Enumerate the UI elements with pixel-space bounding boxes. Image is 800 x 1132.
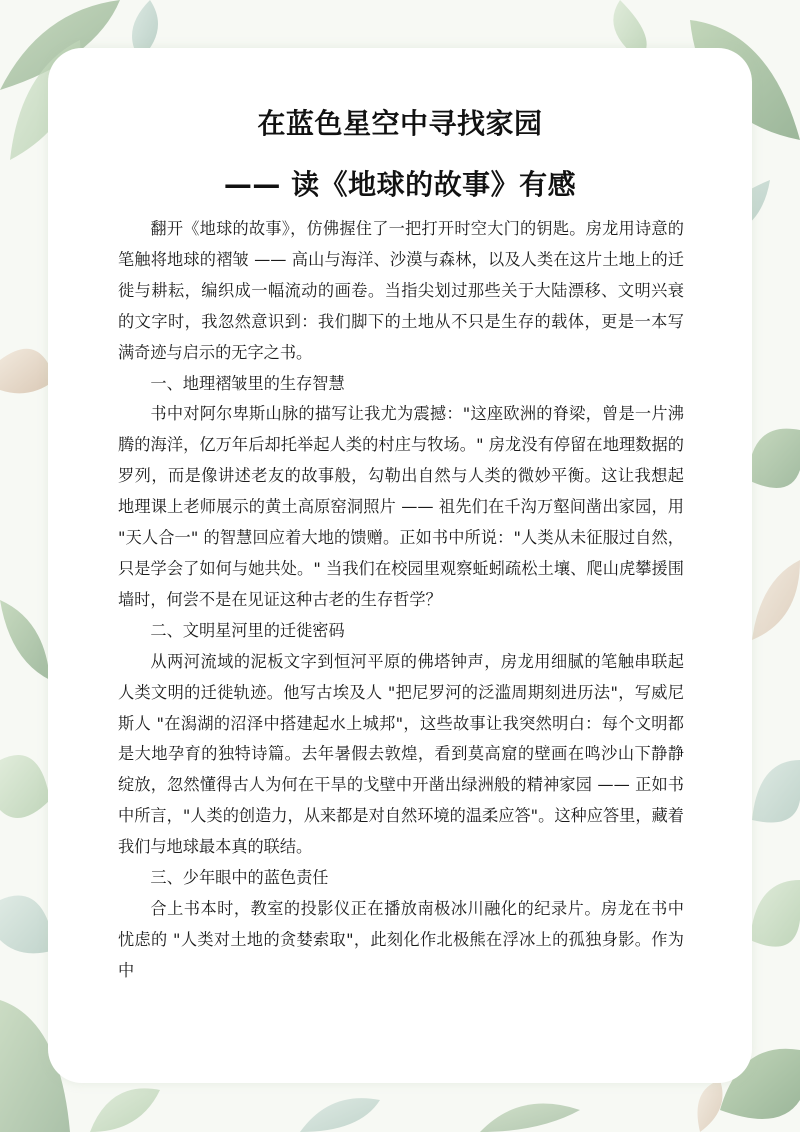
body-paragraph: 从两河流域的泥板文字到恒河平原的佛塔钟声，房龙用细腻的笔触串联起人类文明的迁徙轨迹。他写古埃及人 "把尼罗河的泛滥周期刻进历法"，写威尼斯人 "在潟湖的沼泽中搭建起水上城邦"，这些故事让我突然明白：每个文明都是大地孕育的独特诗篇。去年暑假去敦煌，看到莫高窟的壁画在鸣沙山下静静绽放，忽然懂得古人为何在干旱的戈壁中开凿出绿洲般的精神家园 —— 正如书中所言，"人类的创造力，从来都是对自然环境的温柔应答"。这种应答里，藏着我们与地球最本真的联结。 bbox=[118, 651, 684, 857]
body-paragraph: 书中对阿尔卑斯山脉的描写让我尤为震撼："这座欧洲的脊梁，曾是一片沸腾的海洋，亿万年后却托举起人类的村庄与牧场。" 房龙没有停留在地理数据的罗列，而是像讲述老友的故事般，勾勒出自然与人类的微妙平衡。这让我想起地理课上老师展示的黄土高原窑洞照片 —— 祖先们在千沟万壑间凿出家园，用 "天人合一" 的智慧回应着大地的馈赠。正如书中所说："人类从未征服过自然，只是学会了如何与她共处。" 当我们在校园里观察蚯蚓疏松土壤、爬山虎攀援围墙时，何尝不是在见证这种古老的生存哲学？ bbox=[118, 404, 684, 609]
body-paragraph: 合上书本时，教室的投影仪正在播放南极冰川融化的纪录片。房龙在书中忧虑的 "人类对土地的贪婪索取"，此刻化作北极熊在浮冰上的孤独身影。作为中 bbox=[118, 898, 684, 980]
article-title: 在蓝色星空中寻找家园 bbox=[257, 107, 543, 140]
section-heading: 二、文明星河里的迁徙密码 bbox=[150, 620, 345, 640]
section-heading: 一、地理褶皱里的生存智慧 bbox=[150, 373, 345, 393]
section-heading: 三、少年眼中的蓝色责任 bbox=[150, 868, 329, 888]
article-body bbox=[118, 214, 684, 987]
article-subtitle: —— 读《地球的故事》有感 bbox=[223, 168, 577, 201]
body-paragraph: 翻开《地球的故事》，仿佛握住了一把打开时空大门的钥匙。房龙用诗意的笔触将地球的褶皱 —— 高山与海洋、沙漠与森林，以及人类在这片土地上的迁徙与耕耘，编织成一幅流动的画卷。当指尖划过那些关于大陆漂移、文明兴衰的文字时，我忽然意识到：我们脚下的土地从不只是生存的载体，更是一本写满奇迹与启示的无字之书。 bbox=[118, 219, 684, 362]
